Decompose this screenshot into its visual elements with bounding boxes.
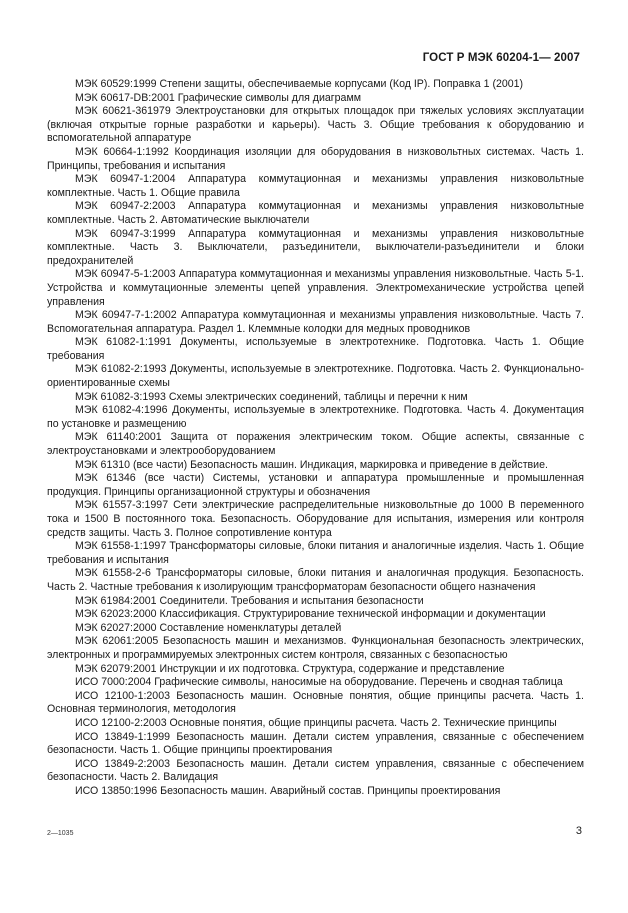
reference-entry: МЭК 60947-1:2004 Аппаратура коммутационная и механизмы управления низковольтные комплектные. Часть 1. Общие правила bbox=[47, 173, 584, 199]
reference-entry: ИСО 13849-2:2003 Безопасность машин. Детали систем управления, связанные с обеспечением безопасности. Часть 2. Валидация bbox=[47, 757, 584, 784]
reference-entry: МЭК 61558-2-6 Трансформаторы силовые, блоки питания и аналогичная продукция. Безопасность. Часть 2. Частные требования к изолирующим трансформаторам безопасности общего назначения bbox=[47, 567, 584, 593]
page-number: 3 bbox=[575, 825, 582, 837]
reference-entry: МЭК 60947-2:2003 Аппаратура коммутационная и механизмы управления низковольтные комплектные. Часть 2. Автоматические выключатели bbox=[47, 200, 584, 226]
reference-entry: МЭК 61558-1:1997 Трансформаторы силовые, блоки питания и аналогичные изделия. Часть 1. Общие требования и испытания bbox=[47, 540, 584, 566]
reference-entry: ИСО 12100-1:2003 Безопасность машин. Основные понятия, общие принципы расчета. Часть 1. Основная терминология, методология bbox=[47, 689, 584, 716]
reference-entry: МЭК 60664-1:1992 Координация изоляции для оборудования в низковольтных системах. Часть 1. Принципы, требования и испытания bbox=[47, 145, 584, 172]
reference-entry: МЭК 60947-7-1:2002 Аппаратура коммутационная и механизмы управления низковольтные. Часть 7. Вспомогательная аппаратура. Раздел 1. Клеммные колодки для медных проводников bbox=[47, 309, 584, 335]
reference-entry: МЭК 61082-3:1993 Схемы электрических соединений, таблицы и перечни к ним bbox=[75, 390, 468, 403]
print-code: 2—1035 bbox=[47, 830, 74, 837]
reference-entry: ИСО 12100-2:2003 Основные понятия, общие принципы расчета. Часть 2. Технические принципы bbox=[75, 716, 557, 729]
reference-entry: МЭК 62023:2000 Классификация. Структурирование технической информации и документации bbox=[75, 608, 546, 621]
reference-entry: МЭК 61310 (все части) Безопасность машин. Индикация, маркировка и приведение в действие. bbox=[75, 458, 548, 471]
reference-entry: МЭК 60617-DB:2001 Графические символы для диаграмм bbox=[75, 91, 362, 104]
reference-entry: МЭК 61346 (все части) Системы, установки и аппаратура промышленные и промышленная продукция. Принципы организационной структуры и обозначения bbox=[47, 472, 584, 498]
reference-entry: МЭК 61557-3:1997 Сети электрические распределительные низковольтные до 1000 В переменного тока и 1500 В постоянного тока. Безопасность. Оборудование для испытания, измерения или контроля средств защиты. Часть 3. Полное сопротивление контура bbox=[47, 499, 584, 539]
normative-references-list bbox=[47, 78, 584, 798]
reference-entry: МЭК 60947-3:1999 Аппаратура коммутационная и механизмы управления низковольтные комплектные. Часть 3. Выключатели, разъединители, выключатели-разъединители и блоки предохранителей bbox=[47, 227, 584, 267]
reference-entry: МЭК 61140:2001 Защита от поражения электрическим током. Общие аспекты, связанные с электроустановками и электрооборудованием bbox=[47, 431, 584, 458]
document-standard-header: ГОСТ Р МЭК 60204-1— 2007 bbox=[422, 52, 580, 64]
reference-entry: ИСО 7000:2004 Графические символы, наносимые на оборудование. Перечень и сводная таблица bbox=[75, 676, 563, 689]
reference-entry: МЭК 60621-361979 Электроустановки для открытых площадок при тяжелых условиях эксплуатации (включая открытые горные разработки и карьеры). Часть 3. Общие требования к оборудованию и вспомогательной аппаратуре bbox=[47, 105, 584, 145]
reference-entry: МЭК 62061:2005 Безопасность машин и механизмов. Функциональная безопасность электрических, электронных и программируемых электронных систем контроля, связанных с безопасностью bbox=[47, 635, 584, 661]
reference-entry: МЭК 61082-1:1991 Документы, используемые в электротехнике. Подготовка. Часть 1. Общие требования bbox=[47, 336, 584, 362]
reference-entry: ИСО 13850:1996 Безопасность машин. Аварийный состав. Принципы проектирования bbox=[75, 784, 501, 797]
reference-entry: МЭК 60529:1999 Степени защиты, обеспечиваемые корпусами (Код IP). Поправка 1 (2001) bbox=[75, 78, 524, 90]
reference-entry: МЭК 62027:2000 Составление номенклатуры деталей bbox=[75, 621, 342, 634]
reference-entry: МЭК 62079:2001 Инструкции и их подготовка. Структура, содержание и представление bbox=[75, 662, 505, 675]
reference-entry: МЭК 61984:2001 Соединители. Требования и испытания безопасности bbox=[75, 594, 424, 607]
reference-entry: МЭК 61082-2:1993 Документы, используемые в электротехнике. Подготовка. Часть 2. Функционально-ориентированные схемы bbox=[47, 363, 584, 390]
reference-entry: МЭК 61082-4:1996 Документы, используемые в электротехнике. Подготовка. Часть 4. Документация по установке и размещению bbox=[47, 404, 584, 430]
reference-entry: МЭК 60947-5-1:2003 Аппаратура коммутационная и механизмы управления низковольтные. Часть 5-1. Устройства и коммутационные элементы цепей управления. Электромеханические устройства цепей управления bbox=[47, 268, 584, 308]
reference-entry: ИСО 13849-1:1999 Безопасность машин. Детали систем управления, связанные с обеспечением безопасности. Часть 1. Общие принципы проектирования bbox=[47, 730, 584, 757]
